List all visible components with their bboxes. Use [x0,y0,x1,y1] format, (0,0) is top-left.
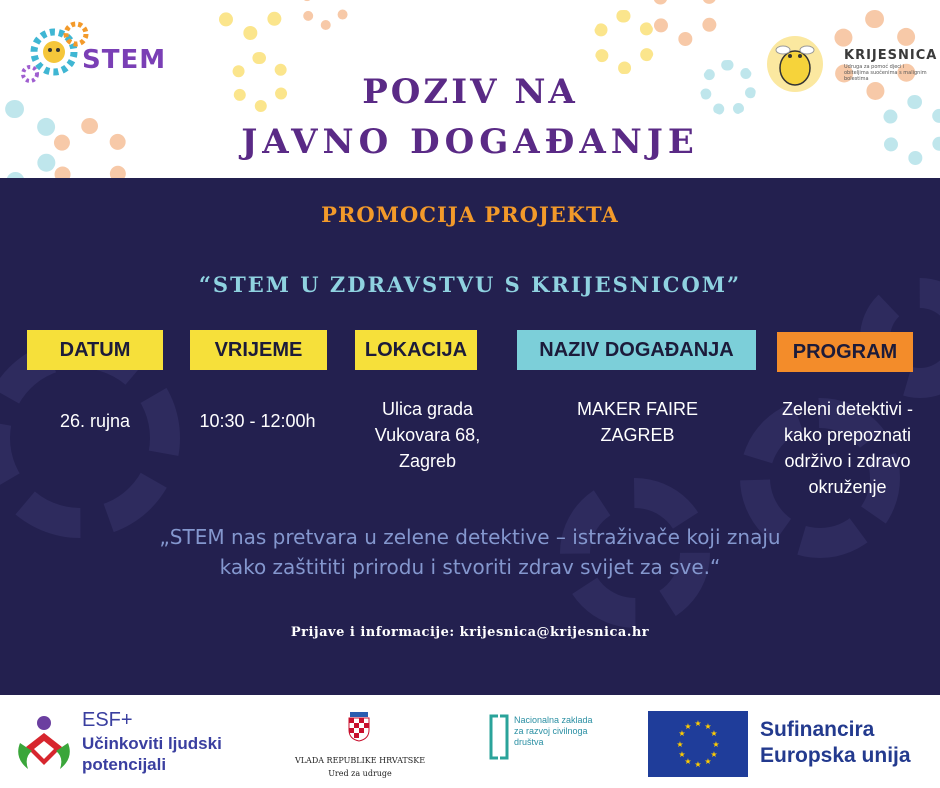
page-title-line2: JAVNO DOGAĐANJE [241,122,699,162]
svg-text:★: ★ [678,750,686,759]
gear-icon [300,0,350,30]
label-vrijeme: VRIJEME [190,330,327,370]
bracket-logo-icon [488,714,510,760]
esf-subtitle: Učinkoviti ljudski potencijali [82,734,222,774]
svg-text:★: ★ [704,757,712,766]
nz-text: Nacionalna zaklada za razvoj civilnoga društva [514,715,593,747]
gear-icon [215,0,285,40]
gear-icon [650,0,720,46]
svg-text:★: ★ [676,740,684,749]
svg-text:★: ★ [694,719,702,728]
esf-logo-icon [14,713,74,773]
svg-text:★: ★ [684,757,692,766]
label-datum: DATUM [27,330,163,370]
svg-text:★: ★ [710,750,718,759]
svg-text:★: ★ [704,722,712,731]
event-subtitle: PROMOCIJA PROJEKTA [321,202,619,227]
eu-text: Sufinancira Europska unija [760,718,911,767]
vlada-subtitle: Ured za udruge [328,769,392,778]
value-lokacija: Ulica grada Vukovara 68, Zagreb [374,399,481,471]
svg-text:★: ★ [694,760,702,769]
label-lokacija: LOKACIJA [355,330,477,370]
svg-text:★: ★ [712,740,720,749]
value-naziv-dogadanja: MAKER FAIRE ZAGREB [576,399,699,445]
stem-logo-text: STEM [82,45,167,75]
gear-icon [592,10,656,74]
value-datum: 26. rujna [59,411,131,431]
vlada-name: VLADA REPUBLIKE HRVATSKE [294,756,426,765]
krijesnica-subtitle: Udruga za pomoć djeci i obiteljima suočenima s malignim bolestima [844,64,927,82]
krijesnica-name: KRIJESNICA [844,48,938,63]
footer-band [0,695,940,788]
eu-flag-icon [648,711,748,777]
contact-info: Prijave i informacije: krijesnica@krijesnica.hr [290,625,650,640]
label-program: PROGRAM [777,332,913,372]
svg-text:★: ★ [684,722,692,731]
value-program: Zeleni detektivi - kako prepoznati održivo i zdravo okruženje [781,399,914,497]
svg-text:★: ★ [710,729,718,738]
event-band [0,178,940,695]
croatian-coat-of-arms-icon [347,712,371,742]
project-name: “STEM U ZDRAVSTVU S KRIJESNICOM” [198,272,742,297]
quote: „STEM nas pretvara u zelene detektive – istraživače koji znaju kako zaštititi prirodu i stvoriti zdrav svijet za sve.“ [159,525,781,579]
page-title-line1: POZIV NA [362,72,578,112]
svg-text:★: ★ [678,729,686,738]
header-band [0,0,940,178]
value-vrijeme: 10:30 - 12:00h [199,411,316,431]
label-naziv-dogadanja: NAZIV DOGAĐANJA [517,330,756,370]
esf-title: ESF+ [82,709,133,731]
